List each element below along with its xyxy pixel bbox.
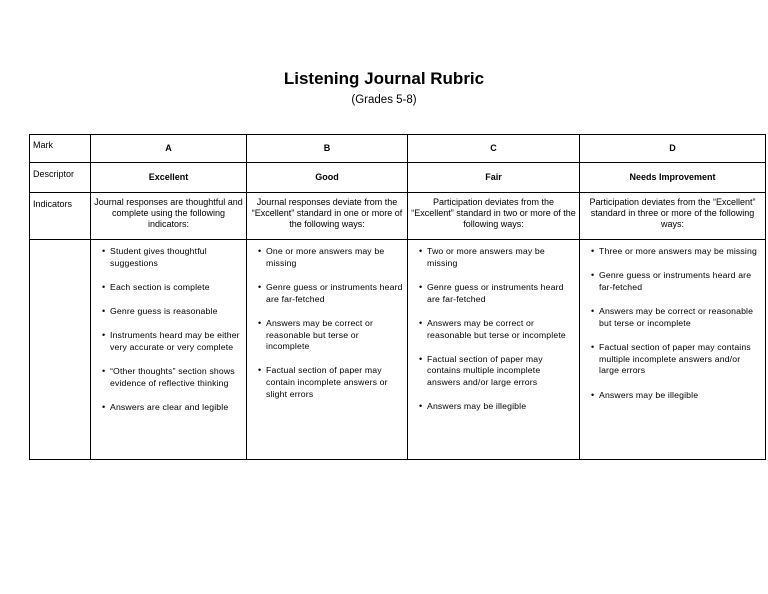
list-item: • Factual section of paper may contains multiple incomplete answers and/or large errors	[419, 354, 575, 389]
list-item: • One or more answers may be missing	[258, 246, 403, 269]
criteria-row	[30, 240, 766, 460]
criteria-list-d	[580, 240, 765, 401]
indicators-row-label: Indicators	[30, 193, 91, 240]
criteria-list-b	[247, 240, 407, 401]
criteria-d	[580, 240, 766, 460]
indicators-b: Journal responses deviate from the “Excellent” standard in one or more of the following ways:	[247, 193, 408, 240]
list-item: • Answers may be correct or reasonable but terse or incomplete	[591, 306, 761, 329]
list-item: • “Other thoughts” section shows evidence of reflective thinking	[102, 366, 242, 389]
mark-c: C	[408, 135, 580, 163]
mark-b: B	[247, 135, 408, 163]
list-item: • Genre guess or instruments heard are far-fetched	[258, 282, 403, 305]
mark-a: A	[91, 135, 247, 163]
list-item: • Factual section of paper may contains multiple incomplete answers and/or large errors	[591, 342, 761, 377]
mark-row-label: Mark	[30, 135, 91, 163]
list-item: • Genre guess or instruments heard are far-fetched	[419, 282, 575, 305]
descriptor-row-label: Descriptor	[30, 163, 91, 193]
list-item: • Genre guess is reasonable	[102, 306, 242, 318]
document-title: Listening Journal Rubric	[283, 69, 485, 88]
rubric-table	[29, 134, 766, 460]
indicators-d: Participation deviates from the “Excellent” standard in three or more of the following ways:	[580, 193, 766, 240]
indicators-a: Journal responses are thoughtful and complete using the following indicators:	[91, 193, 247, 240]
criteria-a	[91, 240, 247, 460]
document-subtitle: (Grades 5-8)	[351, 94, 417, 106]
indicators-c: Participation deviates from the “Excellent” standard in two or more of the following ways:	[408, 193, 580, 240]
list-item: • Factual section of paper may contain incomplete answers or slight errors	[258, 365, 403, 400]
list-item: • Three or more answers may be missing	[591, 246, 761, 258]
descriptor-a: Excellent	[91, 163, 247, 193]
descriptor-row	[30, 163, 766, 193]
list-item: • Answers are clear and legible	[102, 402, 242, 414]
list-item: • Instruments heard may be either very accurate or very complete	[102, 330, 242, 353]
list-item: • Answers may be correct or reasonable but terse or incomplete	[419, 318, 575, 341]
list-item: • Student gives thoughtful suggestions	[102, 246, 242, 269]
mark-row	[30, 135, 766, 163]
descriptor-b: Good	[247, 163, 408, 193]
list-item: • Answers may be illegible	[591, 390, 761, 402]
list-item: • Two or more answers may be missing	[419, 246, 575, 269]
criteria-c	[408, 240, 580, 460]
list-item: • Genre guess or instruments heard are far-fetched	[591, 270, 761, 293]
descriptor-d: Needs Improvement	[580, 163, 766, 193]
indicators-row	[30, 193, 766, 240]
criteria-b	[247, 240, 408, 460]
mark-d: D	[580, 135, 766, 163]
descriptor-c: Fair	[408, 163, 580, 193]
criteria-list-c	[408, 240, 579, 413]
list-item: • Each section is complete	[102, 282, 242, 294]
list-item: • Answers may be correct or reasonable but terse or incomplete	[258, 318, 403, 353]
criteria-list-a	[91, 240, 246, 414]
list-item: • Answers may be illegible	[419, 401, 575, 413]
criteria-row-label	[30, 240, 91, 460]
